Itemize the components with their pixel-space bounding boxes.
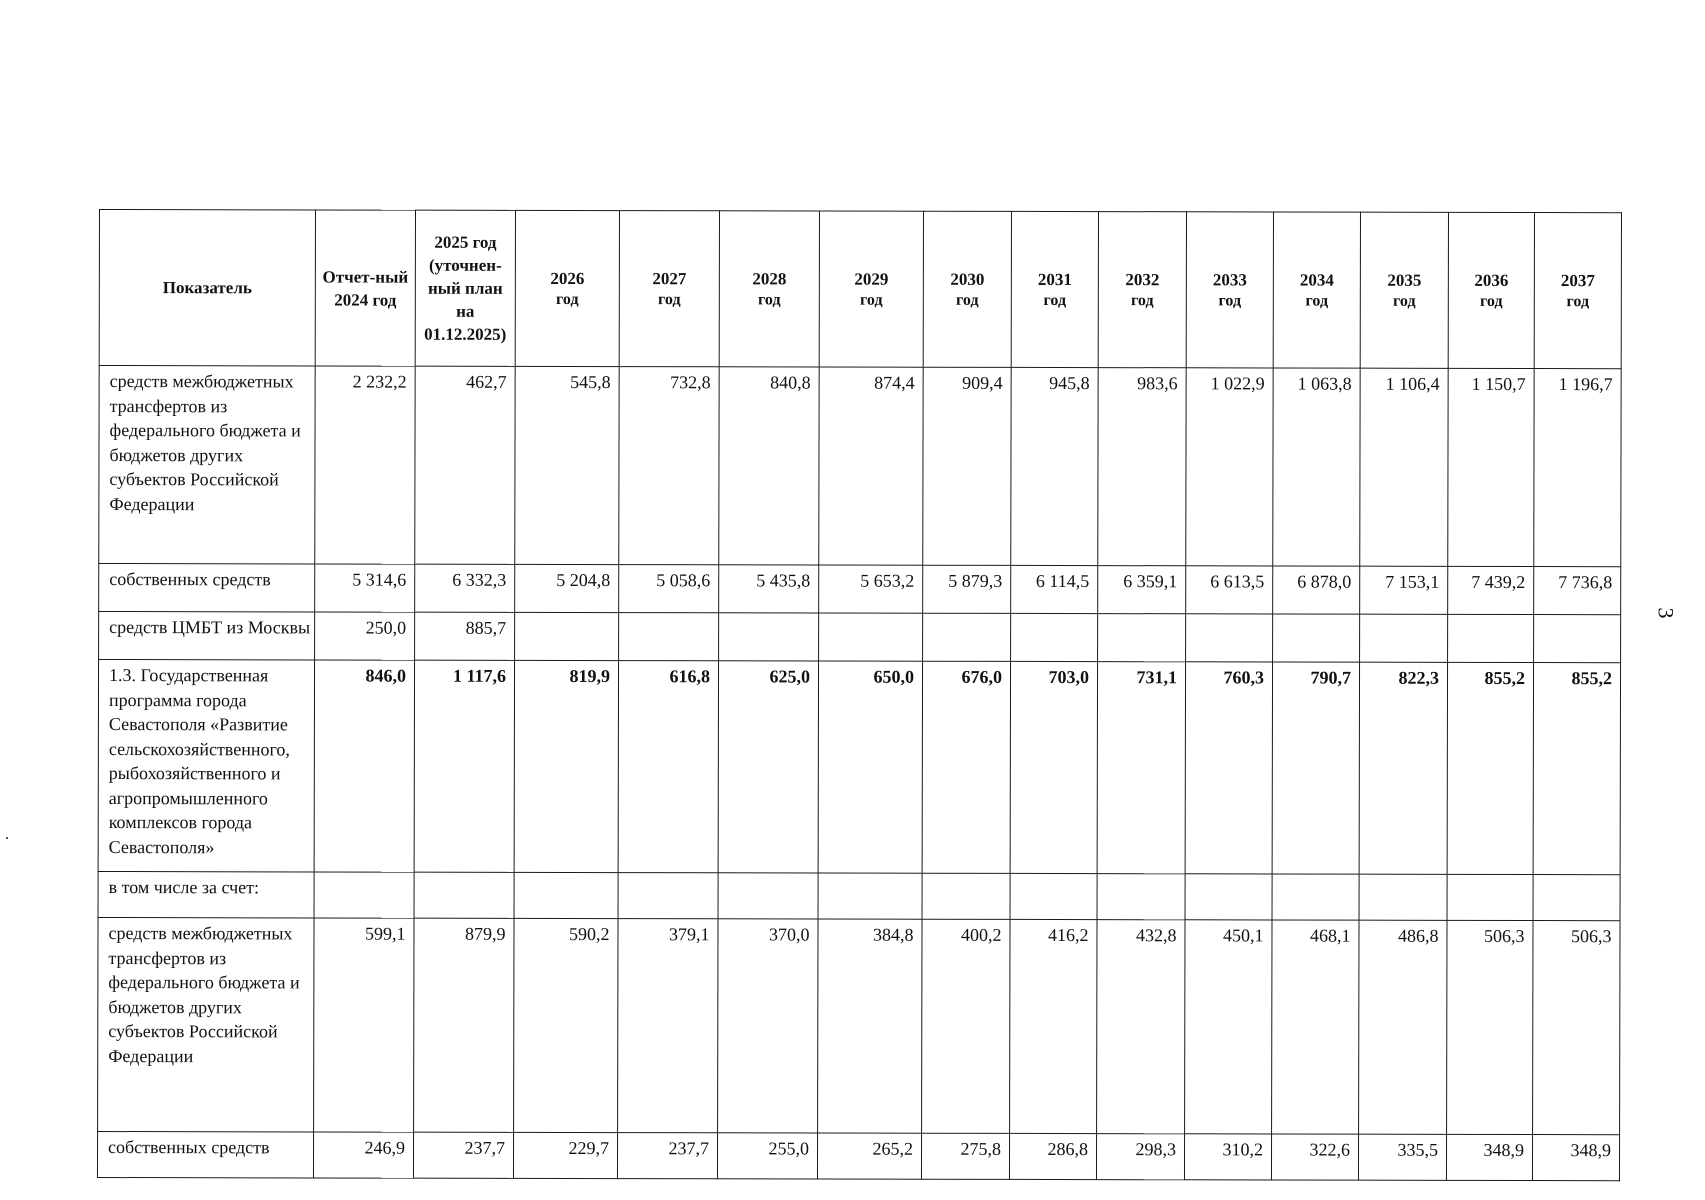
value-cell: 416,2 — [1010, 919, 1097, 1133]
column-header-unit: год — [1393, 292, 1416, 310]
value-cell — [619, 613, 719, 661]
column-header-title: 2034 — [1299, 270, 1334, 290]
value-cell — [719, 613, 819, 661]
column-header-title: Отчет-ный 2024 год — [322, 266, 409, 310]
column-header-title: 2036 — [1474, 270, 1509, 290]
value-cell — [1273, 614, 1360, 662]
value-cell — [1011, 613, 1098, 661]
value-cell: 348,9 — [1446, 1134, 1532, 1180]
value-cell: 1 150,7 — [1448, 368, 1534, 566]
value-cell: 506,3 — [1533, 921, 1620, 1135]
value-cell — [1272, 874, 1359, 920]
column-header-2 — [415, 210, 515, 366]
value-cell: 468,1 — [1272, 920, 1359, 1134]
column-header-title: 2031 — [1037, 269, 1072, 290]
value-cell: 348,9 — [1532, 1135, 1619, 1181]
value-cell — [1098, 614, 1186, 662]
table-row — [99, 366, 1621, 567]
value-cell: 599,1 — [314, 918, 414, 1132]
value-cell: 732,8 — [619, 367, 719, 565]
value-cell: 855,2 — [1447, 662, 1533, 874]
row-label: средств межбюджетных трансфертов из федерального бюджета и бюджетов других субъектов Российской Федерации — [98, 917, 314, 1131]
value-cell: 384,8 — [818, 919, 922, 1133]
value-cell: 7 153,1 — [1360, 566, 1448, 614]
column-header-6 — [819, 211, 923, 367]
column-header-11 — [1273, 212, 1360, 368]
column-header-title: 2025 год (уточнен-ный план на 01.12.2025) — [424, 232, 507, 344]
table-row — [98, 871, 1620, 920]
value-cell: 731,1 — [1097, 662, 1185, 874]
column-header-5 — [719, 211, 819, 367]
value-cell: 879,9 — [414, 918, 514, 1132]
value-cell: 1 117,6 — [414, 660, 514, 872]
value-cell: 310,2 — [1184, 1134, 1271, 1180]
column-header-title: 2029 — [854, 269, 889, 289]
budget-table — [97, 209, 1622, 1181]
table-row — [97, 1131, 1619, 1180]
value-cell: 760,3 — [1185, 662, 1272, 874]
value-cell: 885,7 — [415, 612, 515, 660]
value-cell: 625,0 — [718, 661, 818, 873]
value-cell — [1534, 615, 1621, 663]
value-cell: 840,8 — [719, 367, 819, 565]
value-cell: 874,4 — [819, 367, 923, 565]
value-cell: 983,6 — [1098, 368, 1186, 566]
column-header-title: 2033 — [1212, 270, 1247, 290]
column-header-title: 2037 — [1560, 271, 1595, 291]
column-header-3 — [515, 210, 619, 366]
value-cell: 590,2 — [514, 918, 618, 1132]
value-cell: 250,0 — [315, 612, 415, 660]
column-header-1 — [315, 210, 415, 366]
value-cell: 703,0 — [1010, 661, 1097, 873]
table-row — [98, 917, 1620, 1134]
column-header-title: 2030 — [950, 269, 985, 289]
column-header-title: 2032 — [1125, 270, 1160, 290]
row-label: средств ЦМБТ из Москвы — [99, 612, 315, 660]
value-cell: 229,7 — [513, 1132, 617, 1178]
value-cell: 335,5 — [1358, 1134, 1446, 1180]
value-cell: 370,0 — [718, 919, 818, 1133]
table-row — [99, 612, 1621, 663]
value-cell — [718, 873, 818, 919]
value-cell: 246,9 — [313, 1132, 413, 1178]
value-cell: 400,2 — [922, 919, 1010, 1133]
value-cell: 265,2 — [817, 1133, 921, 1179]
column-header-unit: год — [758, 291, 781, 309]
table-row — [99, 564, 1621, 615]
column-header-12 — [1360, 212, 1448, 368]
value-cell — [1097, 874, 1185, 920]
column-header-4 — [619, 211, 719, 367]
value-cell — [1185, 874, 1272, 920]
column-header-unit: год — [556, 290, 579, 309]
column-header-unit: год — [1218, 292, 1242, 310]
value-cell — [1186, 614, 1273, 662]
value-cell: 462,7 — [415, 366, 515, 564]
value-cell: 819,9 — [514, 660, 618, 872]
value-cell: 298,3 — [1096, 1134, 1184, 1180]
value-cell: 6 114,5 — [1011, 565, 1098, 613]
column-header-9 — [1098, 212, 1186, 368]
value-cell — [414, 872, 514, 918]
column-header-unit: год — [956, 291, 979, 309]
value-cell: 1 063,8 — [1273, 368, 1360, 566]
value-cell: 1 022,9 — [1186, 368, 1273, 566]
column-header-title: 2027 — [652, 269, 687, 289]
column-header-10 — [1186, 212, 1273, 368]
value-cell: 2 232,2 — [315, 366, 415, 564]
row-label: собственных средств — [97, 1131, 313, 1177]
table-row — [98, 660, 1620, 875]
column-header-indicator — [99, 210, 315, 366]
value-cell — [1447, 874, 1533, 920]
value-cell: 790,7 — [1272, 662, 1359, 874]
value-cell: 322,6 — [1271, 1134, 1358, 1180]
value-cell: 855,2 — [1533, 663, 1620, 875]
value-cell: 379,1 — [618, 919, 718, 1133]
value-cell: 6 332,3 — [415, 564, 515, 612]
column-header-14 — [1534, 213, 1621, 369]
row-label: собственных средств — [99, 564, 315, 612]
row-label: в том числе за счет: — [98, 871, 314, 917]
column-header-13 — [1448, 212, 1534, 368]
value-cell: 286,8 — [1009, 1133, 1096, 1179]
column-header-unit: год — [860, 291, 883, 309]
value-cell: 6 359,1 — [1098, 566, 1186, 614]
column-header-title: 2028 — [752, 269, 787, 289]
value-cell: 450,1 — [1185, 920, 1272, 1134]
value-cell: 5 314,6 — [315, 564, 415, 612]
value-cell: 7 439,2 — [1448, 566, 1534, 614]
value-cell — [1533, 875, 1620, 921]
value-cell — [818, 873, 922, 919]
value-cell: 432,8 — [1097, 920, 1185, 1134]
value-cell: 6 613,5 — [1186, 566, 1273, 614]
scan-speck — [6, 837, 8, 839]
value-cell — [1010, 873, 1097, 919]
value-cell: 1 196,7 — [1534, 369, 1621, 567]
value-cell: 545,8 — [515, 366, 619, 564]
value-cell: 822,3 — [1359, 662, 1447, 874]
column-header-unit: год — [1480, 292, 1503, 310]
value-cell: 616,8 — [618, 661, 718, 873]
value-cell: 486,8 — [1359, 920, 1447, 1134]
value-cell: 237,7 — [617, 1133, 717, 1179]
value-cell — [1360, 614, 1448, 662]
column-header-title: Показатель — [162, 278, 252, 298]
row-label: 1.3. Государственная программа города Севастополя «Развитие сельскохозяйственного, рыбохозяйственного и агропромышленного комплексов города Севастополя» — [98, 660, 314, 872]
value-cell: 5 058,6 — [619, 565, 719, 613]
value-cell — [618, 873, 718, 919]
value-cell — [515, 612, 619, 660]
value-cell — [1359, 874, 1447, 920]
column-header-unit: год — [1131, 292, 1154, 310]
value-cell — [923, 613, 1011, 661]
value-cell: 676,0 — [922, 661, 1010, 873]
column-header-unit: год — [658, 291, 681, 309]
column-header-unit: год — [1566, 293, 1590, 311]
value-cell: 506,3 — [1447, 920, 1533, 1134]
table-body — [97, 366, 1621, 1181]
value-cell: 909,4 — [923, 367, 1011, 565]
value-cell: 7 736,8 — [1534, 567, 1621, 615]
value-cell: 6 878,0 — [1273, 566, 1360, 614]
value-cell: 945,8 — [1011, 367, 1098, 565]
row-label: средств межбюджетных трансфертов из федерального бюджета и бюджетов других субъектов Российской Федерации — [99, 366, 315, 564]
column-header-title: 2026 — [550, 268, 585, 289]
value-cell: 255,0 — [717, 1133, 817, 1179]
table-header-row — [99, 210, 1621, 369]
value-cell — [514, 872, 618, 918]
value-cell: 5 653,2 — [819, 565, 923, 613]
value-cell — [1448, 614, 1534, 662]
column-header-7 — [923, 211, 1011, 367]
value-cell: 5 435,8 — [719, 565, 819, 613]
value-cell: 1 106,4 — [1360, 368, 1448, 566]
value-cell: 237,7 — [413, 1132, 513, 1178]
column-header-title: 2035 — [1387, 270, 1422, 290]
column-header-unit: год — [1305, 292, 1329, 310]
value-cell: 275,8 — [921, 1133, 1009, 1179]
column-header-unit: год — [1043, 291, 1067, 310]
value-cell — [922, 873, 1010, 919]
value-cell: 5 204,8 — [515, 564, 619, 612]
value-cell — [819, 613, 923, 661]
value-cell: 650,0 — [818, 661, 922, 873]
column-header-8 — [1011, 211, 1098, 367]
value-cell: 5 879,3 — [923, 565, 1011, 613]
page-number: 3 — [1653, 607, 1679, 619]
value-cell: 846,0 — [314, 660, 414, 872]
value-cell — [314, 872, 414, 918]
